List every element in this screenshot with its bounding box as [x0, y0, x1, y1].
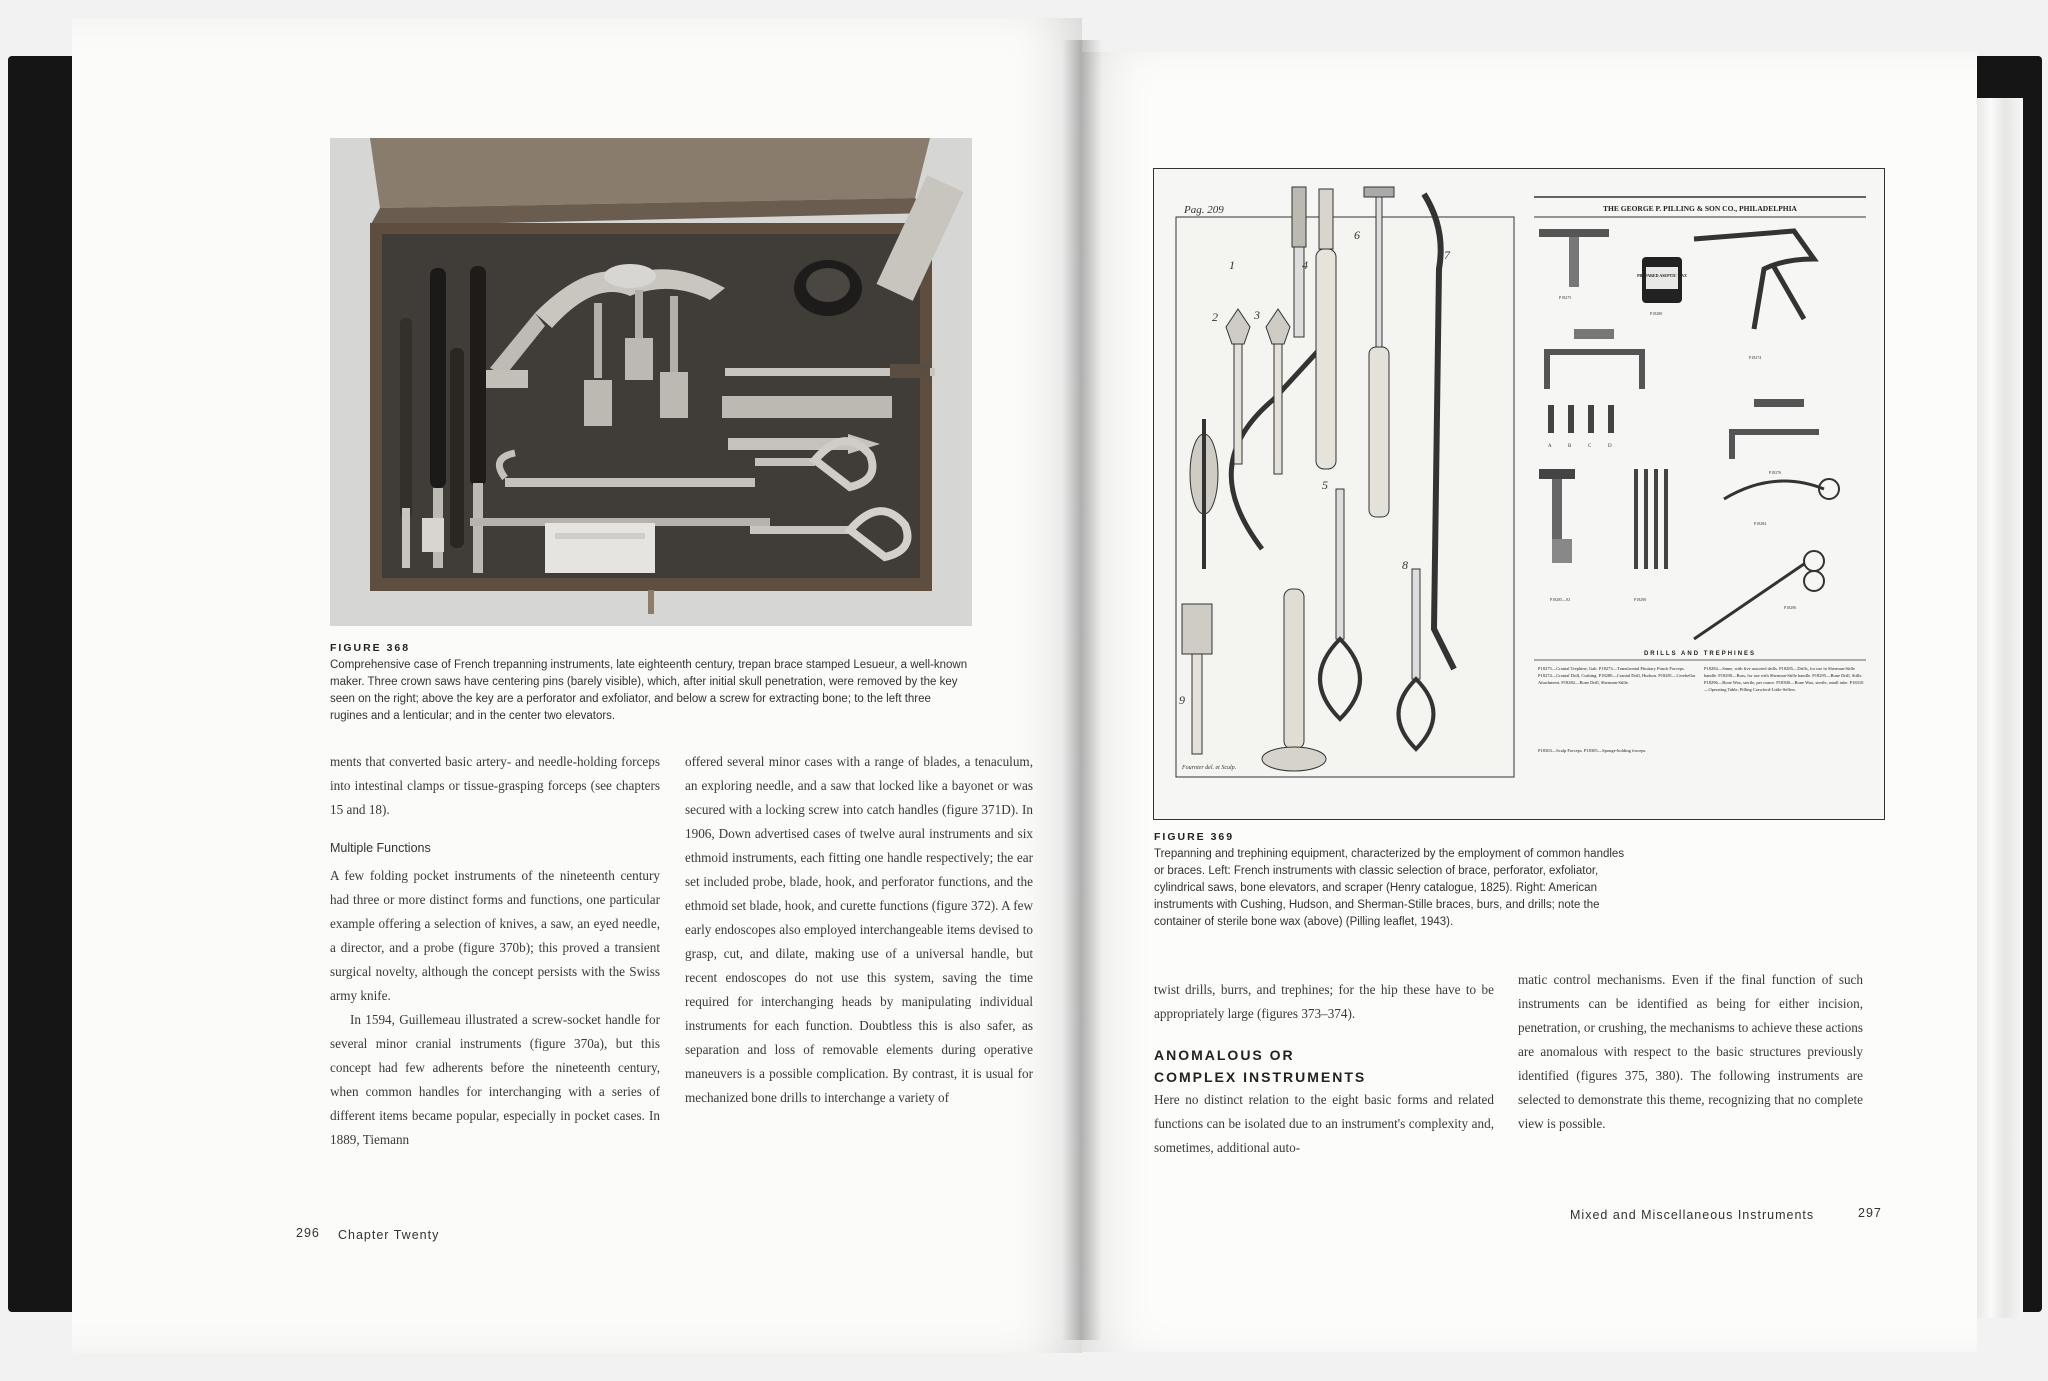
catalog-text-left: P18275—Cranial Trephine, Galt. P18273—Transfrontal Pituitary Punch Forceps. P18274—Cranial Drill, Cushing. P18280—Cranial Drill, Hudson. P18281—Cerebellar Attachment. P18282—Bone Drill, Sherman-Stille. [1538, 666, 1696, 685]
svg-text:6: 6 [1354, 228, 1360, 242]
svg-text:P18285—92: P18285—92 [1550, 597, 1571, 602]
paragraph: Here no distinct relation to the eight basic forms and related functions can be isolated due to an instrument's complexity and, sometimes, additional auto- [1154, 1092, 1494, 1155]
paragraph: matic control mechanisms. Even if the final function of such instruments can be identified as being for either incision, penetration, or crushing, the mechanisms to achieve these actions are anomalous with respect to the basic structures previously identified (figures 375, 380). The following instruments are selected to demonstrate this theme, recognizing that no complete view is possible. [1518, 972, 1863, 1131]
subheading-multiple-functions: Multiple Functions [330, 841, 431, 855]
page-edges-right [1977, 98, 2023, 1318]
running-head-right: Mixed and Miscellaneous Instruments [1570, 1208, 1815, 1222]
svg-text:P18274: P18274 [1749, 355, 1762, 360]
figure-368-photo [330, 138, 972, 626]
right-column-1-cont [1154, 1088, 1494, 1160]
paragraph: In 1594, Guillemeau illustrated a screw-socket handle for several minor cranial instruments (figure 370a), but this concept had few adherents before the nineteenth century, when common handles for interchanging with a series of different items became popular, especially in pocket cases. In 1889, Tiemann [330, 1012, 660, 1147]
catalog-text-bottom: P18303—Scalp Forceps. P18305—Sponge-holding forceps. [1538, 748, 1647, 753]
right-column-1 [1154, 978, 1494, 1026]
svg-text:Fournier del. et Sculp.: Fournier del. et Sculp. [1182, 765, 1237, 771]
figure-368-label: FIGURE 368 [330, 642, 411, 654]
svg-text:8: 8 [1402, 558, 1408, 572]
svg-text:PREPARED ASEPTIC WAX: PREPARED ASEPTIC WAX [1637, 273, 1687, 278]
svg-text:1: 1 [1229, 258, 1235, 272]
svg-text:4: 4 [1302, 258, 1308, 272]
svg-text:A: A [1548, 444, 1552, 449]
paragraph: twist drills, burrs, and trephines; for the hip these have to be appropriately large (figures 373–374). [1154, 982, 1494, 1021]
paragraph: ments that converted basic artery- and needle-holding forceps into intestinal clamps or tissue-grasping forceps (see chapters 15 and 18). [330, 754, 660, 817]
page-number-left: 296 [296, 1226, 320, 1240]
left-column-2 [685, 750, 1033, 1110]
section-heading-line-1: ANOMALOUS OR [1154, 1047, 1295, 1063]
left-column-1 [330, 750, 660, 1152]
section-heading [1154, 1044, 1366, 1088]
svg-text:2: 2 [1212, 310, 1218, 324]
figure-369-label: FIGURE 369 [1154, 831, 1235, 843]
figure-369-caption: Trepanning and trephining equipment, characterized by the employment of common handles or braces. Left: French instruments with classic selection of brace, perforator, exfoliator, cylindrical saws, bone elevators, and scraper (Henry catalogue, 1825). Right: American instruments with Cushing, Hudson, and Sherman-Stille braces, burs, and drills; note the container of sterile bone wax (above) (Pilling leaflet, 1943). [1154, 848, 1625, 928]
svg-text:P18275: P18275 [1559, 295, 1572, 300]
svg-text:DRILLS AND TREPHINES: DRILLS AND TREPHINES [1643, 651, 1757, 657]
trepanning-case-illustration [330, 138, 972, 626]
svg-text:C: C [1588, 444, 1592, 449]
catalog-text-right: P18284—Same, with five assorted drills. P18285—Drills, for use in Sherman-Stille handle. P18290—Burs, for use with Sherman-Stille handle. P18295—Bone Drill, Stille. P18296—Bone Wax, sterile, per ounce. P18300—Bone Wax, sterile, small tube. P18310—Operating Table, Pilling Crawford-Little-Sellew. [1704, 666, 1864, 692]
paragraph: offered several minor cases with a range of blades, a tenaculum, an exploring needle, and a saw that locked like a bayonet or was secured with a locking screw into catch handles (figure 371D). In 1906, Down advertised cases of twelve aural instruments and six ethmoid instruments, each fitting one handle respectively; the ear set included probe, blade, hook, and perforator functions, and the ethmoid set blade, hook, and curette functions (figure 372). A few early endoscopes also employed interchangeable items devised to grasp, cut, and dilate, making use of a universal handle, but recent endoscopes do not use this system, saving the time required for interchanging heads by manipulating individual instruments for each function. Doubtless this is also safer, as separation and loss of removable elements during operative maneuvers is a possible complication. By contrast, it is usual for mechanized bone drills to interchange a variety of [685, 754, 1033, 1105]
instrument-plates [1154, 169, 1884, 819]
svg-text:9: 9 [1179, 693, 1185, 707]
svg-text:3: 3 [1254, 308, 1260, 322]
paragraph: A few folding pocket instruments of the nineteenth century had three or more distinct forms and functions, one particular example offering a selection of knives, a saw, an eyed needle, a director, and a probe (figure 370b); this proved a transient surgical novelty, although the concept persists with the Swiss army knife. [330, 868, 660, 1003]
svg-text:D: D [1608, 444, 1612, 449]
svg-text:7: 7 [1444, 248, 1450, 262]
figure-369-engraving [1153, 168, 1885, 820]
svg-text:P18276: P18276 [1769, 470, 1782, 475]
svg-text:B: B [1568, 444, 1572, 449]
page-number-right: 297 [1858, 1206, 1882, 1220]
plate-label: Pag. 209 [1184, 204, 1224, 216]
right-column-2 [1518, 968, 1863, 1136]
svg-text:5: 5 [1322, 478, 1328, 492]
section-heading-line-2: COMPLEX INSTRUMENTS [1154, 1069, 1367, 1085]
svg-text:THE GEORGE P. PILLING & SON CO: THE GEORGE P. PILLING & SON CO., PHILADELPHIA [1603, 204, 1797, 213]
svg-text:P18280: P18280 [1650, 311, 1663, 316]
figure-368-caption: Comprehensive case of French trepanning instruments, late eighteenth century, trepan brace stamped Lesueur, a well-known maker. Three crown saws have centering pins (barely visible), which, after initial skull penetration, were removed by the key seen on the right; above the key are a perforator and exfoliator, and below a screw for extracting bone; to the left three rugines and a lenticular; and in the center two elevators. [330, 659, 968, 722]
svg-text:P18290: P18290 [1634, 597, 1647, 602]
gutter-shadow [1062, 40, 1102, 1340]
running-head-left: Chapter Twenty [338, 1228, 440, 1242]
svg-text:P18296: P18296 [1784, 605, 1797, 610]
svg-text:P18284: P18284 [1754, 521, 1767, 526]
